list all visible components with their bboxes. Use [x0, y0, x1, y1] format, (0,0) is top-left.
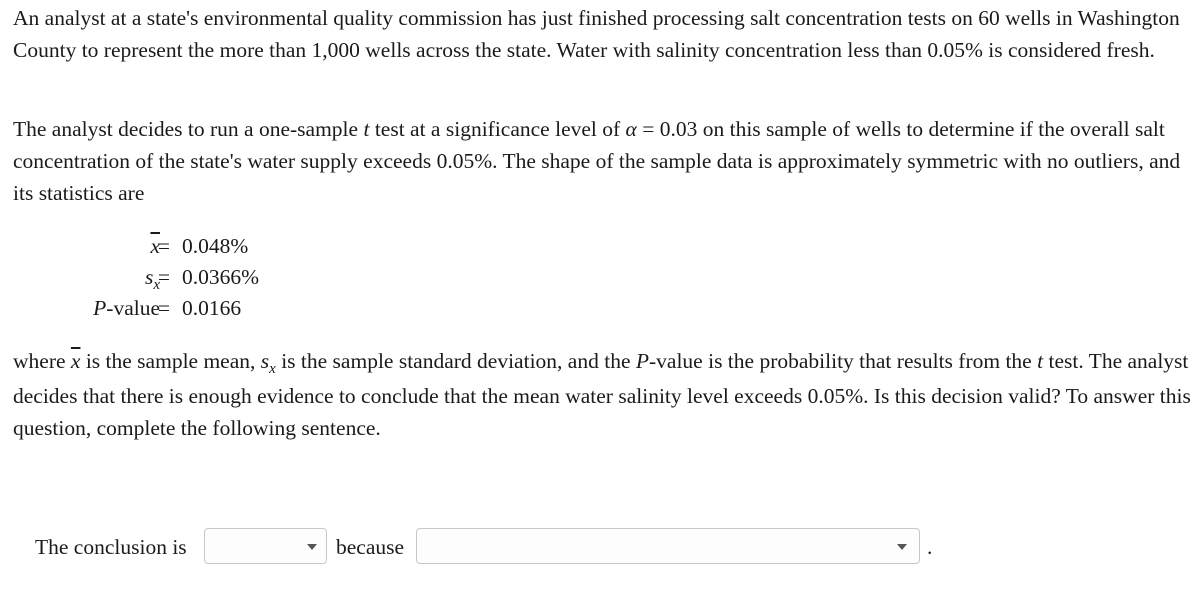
- p2-text-3: = 0.03 on this sample of wells to determine if the overall salt concentration of the state's water supply exceeds 0.05%. The shape of the sample data is approximately symmetric with no outliers, and its statistics are: [13, 117, 1181, 205]
- xbar-symbol: $\overline{x}$: [70, 349, 81, 373]
- sentence-prefix: The conclusion is: [35, 535, 187, 559]
- t-symbol: t: [363, 117, 370, 141]
- equals-sign: =: [157, 296, 171, 320]
- s-symbol: s: [144, 265, 154, 289]
- chevron-down-icon: [897, 544, 907, 550]
- alpha-symbol: α: [625, 117, 637, 141]
- sentence-middle: because: [336, 535, 405, 559]
- reason-dropdown[interactable]: [416, 528, 920, 564]
- s-subscript: x: [153, 277, 160, 293]
- equals-sign: =: [157, 265, 171, 289]
- stat-row-sd: [0, 261, 400, 293]
- sd-value: 0.0366%: [182, 265, 260, 289]
- xbar-symbol: $\overline{x}$: [150, 234, 160, 258]
- stat-row-mean: [0, 230, 400, 262]
- stat-row-pvalue: [0, 292, 400, 324]
- p-symbol: P: [93, 296, 107, 320]
- t-symbol: t: [1037, 349, 1044, 373]
- sentence-period: .: [927, 535, 933, 559]
- definitions-paragraph: where $\overline{x}$ is the sample mean, $s_x$ is the sample standard deviation, and the P-value is the probability that results from the t test. The analyst decides that there is enough evidence to conclude that the mean water salinity level exceeds 0.05%. Is this decision valid? To answer this question, complete the following sentence.: [13, 349, 1191, 440]
- p2-text-1: The analyst decides to run a one-sample: [13, 117, 364, 141]
- intro-paragraph: An analyst at a state's environmental quality commission has just finished processing salt concentration tests on 60 wells in Washington County to represent the more than 1,000 wells across the state. Water with salinity concentration less than 0.05% is considered fresh.: [13, 6, 1180, 62]
- chevron-down-icon: [307, 544, 317, 550]
- equals-sign: =: [157, 234, 171, 258]
- s-subscript: x: [269, 361, 276, 377]
- p-symbol: P: [635, 349, 649, 373]
- p-value: 0.0166: [182, 296, 242, 320]
- mean-value: 0.048%: [182, 234, 249, 258]
- p-suffix: -value: [106, 296, 160, 320]
- s-symbol: s: [260, 349, 270, 373]
- conclusion-dropdown[interactable]: [204, 528, 327, 564]
- p2-text-2: test at a significance level of: [369, 117, 626, 141]
- test-description-paragraph: [13, 113, 1193, 209]
